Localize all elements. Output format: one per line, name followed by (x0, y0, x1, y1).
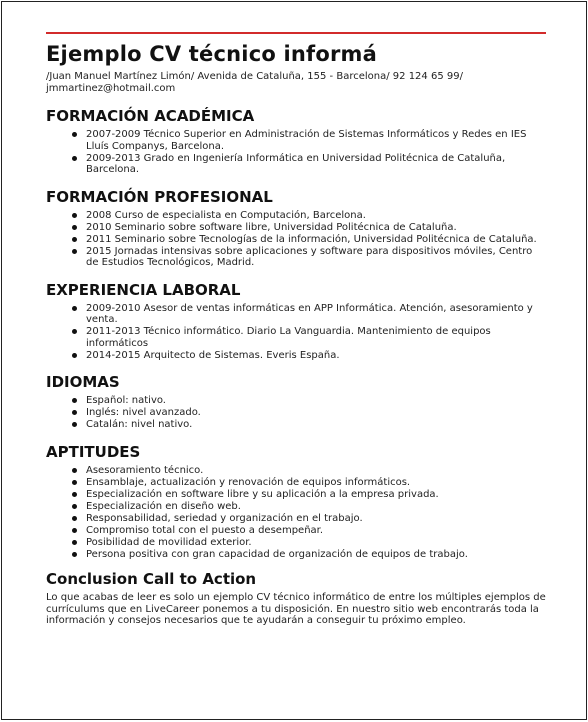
list-item (86, 525, 546, 537)
list-item-text: 2011-2013 Técnico informático. Diario La Vanguardia. Mantenimiento de equipos informáticos (86, 326, 491, 349)
bullet-icon (72, 132, 77, 137)
bullet-list (46, 465, 546, 561)
bullet-icon (72, 516, 77, 521)
list-item (86, 549, 546, 561)
bullet-icon (72, 306, 77, 311)
bullet-icon (72, 504, 77, 509)
list-item-text: 2010 Seminario sobre software libre, Universidad Politécnica de Cataluña. (86, 221, 457, 233)
list-item (86, 513, 546, 525)
bullet-list (46, 395, 546, 431)
bullet-icon (72, 237, 77, 242)
list-item-text: 2015 Jornadas intensivas sobre aplicaciones y software para dispositivos móviles, Centro de Estudios Tecnológicos, Madrid. (86, 245, 533, 268)
list-item (86, 489, 546, 501)
contact-email: jmmartinez@hotmail.com (46, 83, 176, 94)
section-experiencia-laboral (46, 281, 546, 362)
bullet-icon (72, 156, 77, 161)
list-item (86, 129, 546, 152)
list-item-text: Especialización en software libre y su aplicación a la empresa privada. (86, 488, 439, 500)
bullet-list (46, 210, 546, 269)
list-item-text: Responsabilidad, seriedad y organización en el trabajo. (86, 512, 363, 524)
bullet-icon (72, 422, 77, 427)
list-item (86, 501, 546, 513)
bullet-icon (72, 398, 77, 403)
list-item (86, 407, 546, 419)
header-accent-rule (46, 32, 546, 34)
bullet-icon (72, 468, 77, 473)
contact-line: /Juan Manuel Martínez Limón/ Avenida de Cataluña, 155 - Barcelona/ 92 124 65 99/ (46, 71, 463, 82)
bullet-icon (72, 329, 77, 334)
bullet-list (46, 129, 546, 176)
list-item-text: Posibilidad de movilidad exterior. (86, 536, 252, 548)
list-item-text: Inglés: nivel avanzado. (86, 407, 201, 418)
section-aptitudes (46, 443, 546, 561)
bullet-icon (72, 410, 77, 415)
list-item-text: Especialización en diseño web. (86, 500, 241, 512)
cv-content (46, 40, 546, 627)
bullet-icon (72, 552, 77, 557)
list-item-text: 2007-2009 Técnico Superior en Administración de Sistemas Informáticos y Redes en IES Lluís Companys, Barcelona. (86, 129, 527, 152)
section-title: Conclusion Call to Action (46, 570, 257, 588)
list-item (86, 395, 546, 407)
list-item (86, 303, 546, 326)
section-title: FORMACIÓN ACADÉMICA (46, 107, 255, 125)
bullet-icon (72, 353, 77, 358)
section-formacion-profesional (46, 188, 546, 269)
contact-info (46, 71, 546, 95)
list-item-text: 2011 Seminario sobre Tecnologías de la información, Universidad Politécnica de Cataluña. (86, 233, 537, 245)
list-item-text: 2014-2015 Arquitecto de Sistemas. Everis España. (86, 349, 340, 361)
bullet-icon (72, 225, 77, 230)
bullet-icon (72, 249, 77, 254)
list-item (86, 153, 546, 176)
list-item-text: 2009-2013 Grado en Ingeniería Informática en Universidad Politécnica de Cataluña, Barcelona. (86, 152, 506, 175)
section-title: IDIOMAS (46, 373, 120, 391)
list-item (86, 465, 546, 477)
cv-page (1, 1, 587, 720)
bullet-icon (72, 492, 77, 497)
list-item (86, 222, 546, 234)
bullet-icon (72, 480, 77, 485)
bullet-icon (72, 528, 77, 533)
cv-title: Ejemplo CV técnico informá (46, 42, 377, 66)
conclusion-paragraph: Lo que acabas de leer es solo un ejemplo CV técnico informático de entre los múltiples ejemplos de currículums que en LiveCareer ponemos a tu disposición. En nuestro sitio web encontrarás toda la información y consejos necesarios que te ayudarán a conseguir tu próximo empleo. (46, 592, 546, 626)
section-title: FORMACIÓN PROFESIONAL (46, 187, 273, 206)
list-item-text: Catalán: nivel nativo. (86, 419, 193, 430)
section-idiomas (46, 373, 546, 431)
section-formacion-academica (46, 107, 546, 176)
section-conclusion (46, 570, 546, 627)
list-item-text: Asesoramiento técnico. (86, 464, 204, 476)
list-item-text: 2009-2010 Asesor de ventas informáticas en APP Informática. Atención, asesoramiento y venta. (86, 302, 533, 325)
bullet-icon (72, 213, 77, 218)
section-title: APTITUDES (46, 442, 141, 461)
bullet-list (46, 303, 546, 362)
list-item (86, 210, 546, 222)
bullet-icon (72, 540, 77, 545)
list-item (86, 234, 546, 246)
list-item (86, 246, 546, 269)
section-title: EXPERIENCIA LABORAL (46, 280, 241, 299)
list-item-text: Español: nativo. (86, 395, 166, 406)
list-item-text: Persona positiva con gran capacidad de organización de equipos de trabajo. (86, 548, 468, 560)
list-item-text: Ensamblaje, actualización y renovación de equipos informáticos. (86, 476, 411, 488)
list-item-text: 2008 Curso de especialista en Computación, Barcelona. (86, 209, 366, 221)
list-item (86, 419, 546, 431)
list-item (86, 537, 546, 549)
list-item (86, 350, 546, 362)
list-item-text: Compromiso total con el puesto a desempeñar. (86, 524, 324, 536)
list-item (86, 326, 546, 349)
list-item (86, 477, 546, 489)
